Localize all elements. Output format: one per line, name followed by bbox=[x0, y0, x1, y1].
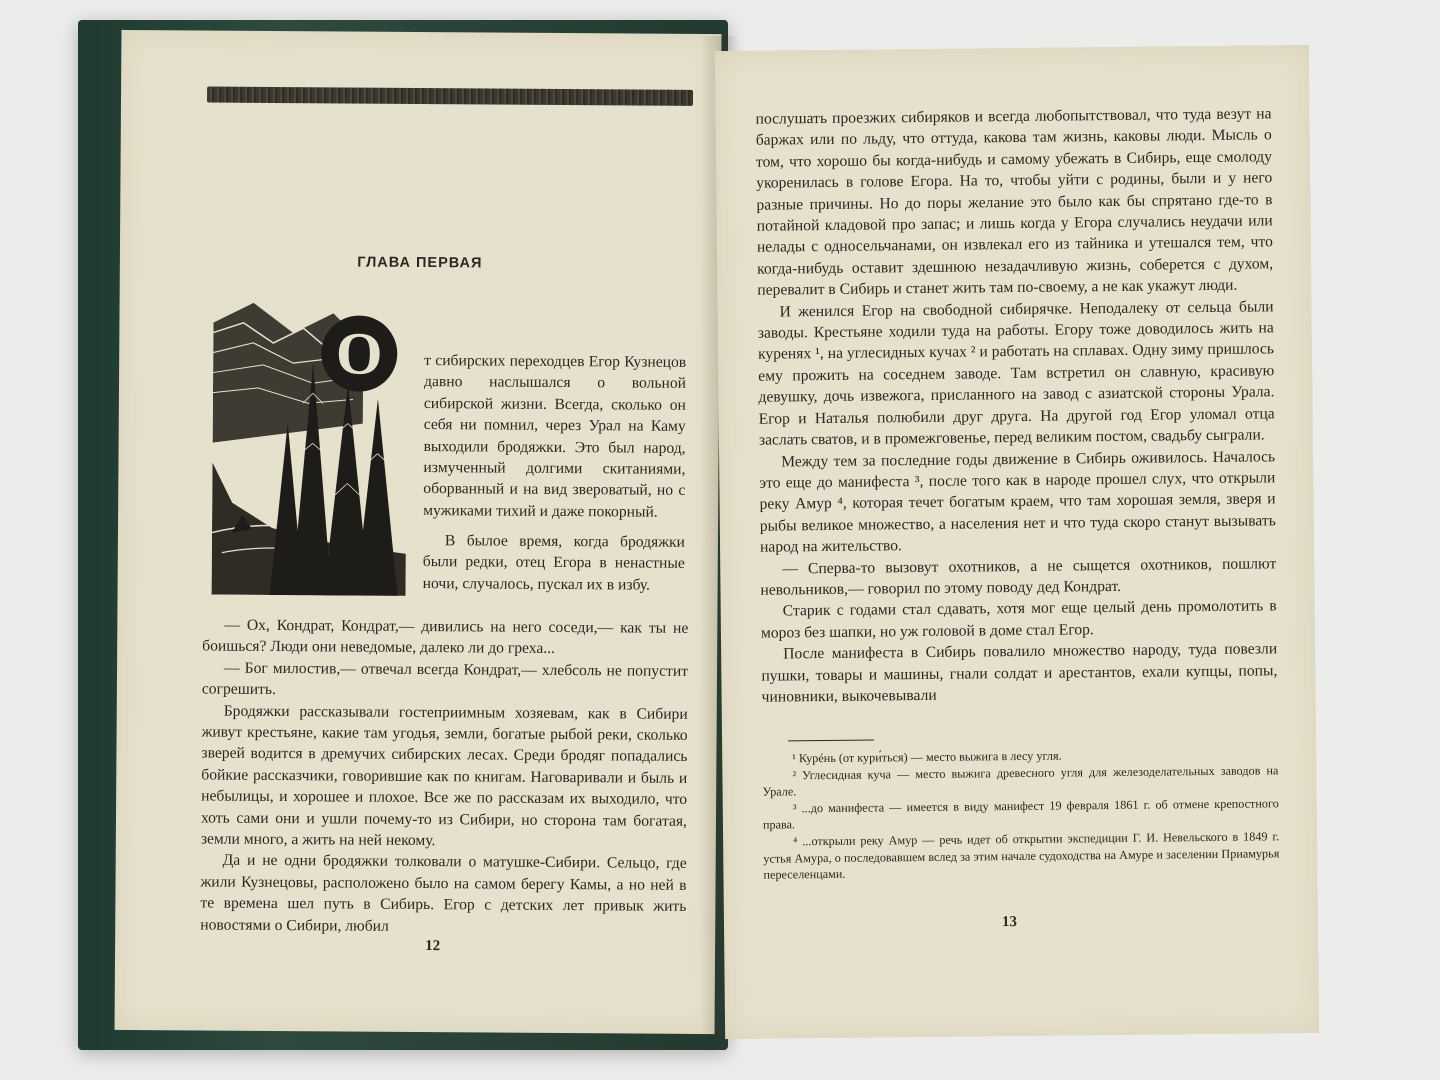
left-paragraph: — Бог милостив,— отвечал всегда Кондрат,— хлебсоль не попустит согрешить. bbox=[201, 659, 689, 699]
drop-cap-illustration bbox=[212, 303, 408, 596]
right-paragraph: Между тем за последние годы движение в Сибирь оживилось. Началось это еще до манифеста ³, после того как в народе прошел слух, что открыли реку Амур ⁴, которая течет богатым краем, что там хорошая земля, зверя и рыбы великое множество, а населения нет и что туда скоро станут вызывать народ на жительство. bbox=[759, 447, 1276, 556]
right-page-text bbox=[755, 103, 1277, 708]
page-number-right: 13 bbox=[1001, 914, 1018, 931]
footnote: ⁴ ...открыли реку Амур — речь идет об открытии экспедиции Г. И. Невельского в 1849 г. устья Амура, о последовавшем вслед за этим начале судоходства на Амуре и заселении Приамурья переселенцами. bbox=[763, 829, 1280, 882]
footnote-divider bbox=[788, 740, 874, 742]
right-paragraph: послушать проезжих сибиряков и всегда любопытствовал, что туда везут на баржах или по льду, что оттуда, какова там жизнь, каковы люди. Мысль о том, что хорошо бы когда-нибудь и самому убежать в Сибирь, еще смолоду укоренилась в голове Егора. На то, чтобы уйти с родины, были и у него разные причины. Но до поры желание это было как бы спрятано где-то в потайной кладовой про запас; и лишь когда у Егора случались неудачи или нелады с односельчанами, он извлекал его из тайника и утешался тем, что когда-нибудь оставит здешнюю незадачливую жизнь, соберется с духом, перевалит в Сибирь и станет жить там по-своему, а не как укажут люди. bbox=[755, 105, 1274, 299]
chapter-title: ГЛАВА ПЕРВАЯ bbox=[357, 254, 483, 272]
footnotes bbox=[762, 745, 1279, 883]
left-paragraph: Да и не одни бродяжки толковали о матушке-Сибири. Сельцо, где жили Кузнецовы, расположено было на самом берегу Камы, а но ней в те времена шел путь в Сибирь. Егор с детских лет привык жить новостями о Сибири, любил bbox=[200, 852, 687, 935]
second-paragraph: В былое время, когда бродяжки были редки, отец Егора в ненастные ночи, случалось, пускал их в избу. bbox=[422, 532, 685, 594]
right-paragraph: Старик с годами стал сдавать, хотя мог еще целый день промолотить в мороз без шапки, но уж головой в доме стал Егор. bbox=[760, 597, 1277, 642]
left-paragraph: Бродяжки рассказывали гостеприимным хозяевам, как в Сибири живут крестьяне, какие там угодья, земли, богатые рыбой реки, сколько зверей водится в дремучих сибирских лесах. Среди бродяг попадались бойкие рассказчики, говорившие как по книгам. Наговаривали и быль и небылицы, и хорошее и плохое. Все же по рассказам их выходило, что хоть сами они и ушли почему-то из Сибири, но сторона там богатая, земли много, а жить на ней некому. bbox=[200, 702, 688, 850]
drop-cap-paragraph: т сибирских переходцев Егор Кузнецов давно наслышался о вольной сибирской жизни. Всегда, сколько он себя ни помнил, через Урал на Каму выходили бродяжки. Это был народ, измученный долгими скитаниями, оборванный и на вид звероватый, но с мужиками тихий и даже покорный. bbox=[423, 352, 687, 521]
chapter-ornament-rule bbox=[207, 87, 693, 106]
left-page bbox=[115, 30, 722, 1034]
right-paragraph: — Сперва-то вызовут охотников, а не сыщется охотников, пошлют невольников,— говорил по этому поводу дед Кондрат. bbox=[760, 554, 1277, 599]
footnote: ³ ...до манифеста — имеется в виду манифест 19 февраля 1861 г. об отмене крепостного права. bbox=[762, 796, 1279, 833]
left-paragraph: — Ох, Кондрат, Кондрат,— дивились на него соседи,— как ты не боишься? Люди они неведомые, далеко ли до греха... bbox=[202, 616, 689, 658]
right-paragraph: И женился Егор на свободной сибирячке. Неподалеку от сельца были заводы. Крестьяне ходили туда на работы. Егору тоже доводилось жить на куренях ¹, на углесидных кучах ² и работать на сплавах. Одну зиму пришлось ему прожить на соседнем заводе. Там встретил он славную, красивую девушку, дочь извежога, присланного на завод с азиатской стороны Урала. Егор и Наталья полюбили друг друга. На другой год Егор уломал отца заслать сватов, и в промежговенье, перед великим постом, свадьбу сыграли. bbox=[757, 297, 1275, 449]
left-page-text bbox=[200, 614, 688, 938]
footnote: ² Углесидная куча — место выжига древесного угля для железоделательных заводов на Урале. bbox=[762, 762, 1279, 799]
right-page bbox=[715, 45, 1319, 1039]
page-number-left: 12 bbox=[425, 938, 441, 955]
drop-cap-letter: О bbox=[335, 320, 383, 387]
right-paragraph: После манифеста в Сибирь повалило множество народу, туда повезли пушки, товары и машины, гнали солдат и арестантов, ехали купцы, попы, чиновники, выкочевывали bbox=[761, 640, 1278, 706]
footnote: ¹ Курéнь (от кури́ться) — место выжига в лесу угля. bbox=[792, 748, 1062, 766]
